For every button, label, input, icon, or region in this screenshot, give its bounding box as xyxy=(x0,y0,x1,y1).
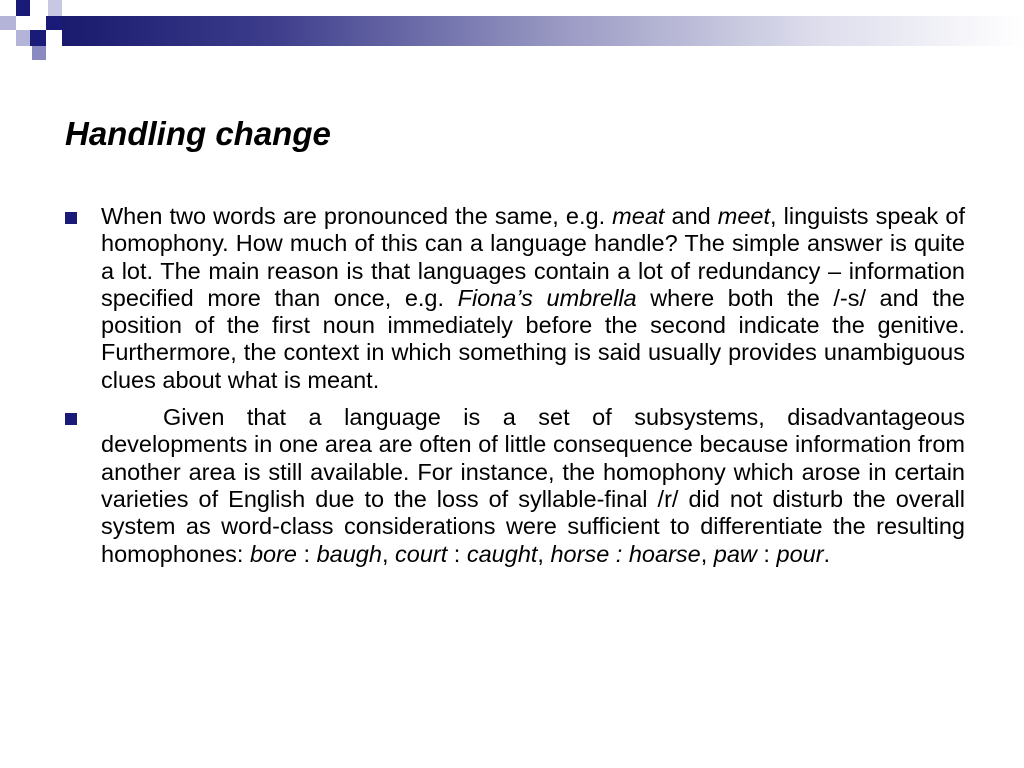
deco-square xyxy=(0,0,16,16)
gradient-bar xyxy=(62,16,1024,46)
square-bullet-icon xyxy=(65,413,77,425)
bullet-text: Given that a language is a set of subsystems, disadvantageous developments in one area are often of little consequence because information from another area is still available. For instance, the homophony which arose in certain varieties of English due to the loss of syllable-final /r/ did not disturb the overall system as word-class considerations were sufficient to differentiate the resulting homophones: bore : baugh, court : caught, horse : hoarse, paw : pour. xyxy=(101,404,965,567)
slide-header-decoration xyxy=(0,0,1024,64)
bullet-text: When two words are pronounced the same, e.g. meat and meet, linguists speak of homophony. How much of this can a language handle? The simple answer is quite a lot. The main reason is that languages contain a lot of redundancy – information specified more than once, e.g. Fiona’s umbrella where both the /-s/ and the position of the first noun immediately before the second indicate the genitive. Furthermore, the context in which something is said usually provides unambiguous clues about what is meant. xyxy=(101,203,965,393)
deco-square xyxy=(48,0,62,16)
deco-square xyxy=(46,16,62,30)
deco-square xyxy=(16,0,30,16)
square-bullet-icon xyxy=(65,212,77,224)
deco-square xyxy=(16,30,30,46)
slide-title: Handling change xyxy=(65,115,331,152)
deco-square xyxy=(30,16,46,30)
bullet-item xyxy=(65,203,965,394)
deco-square xyxy=(30,30,46,46)
deco-square xyxy=(0,16,16,30)
bullet-list xyxy=(65,203,965,578)
bullet-item xyxy=(65,404,965,568)
deco-square xyxy=(32,46,46,60)
